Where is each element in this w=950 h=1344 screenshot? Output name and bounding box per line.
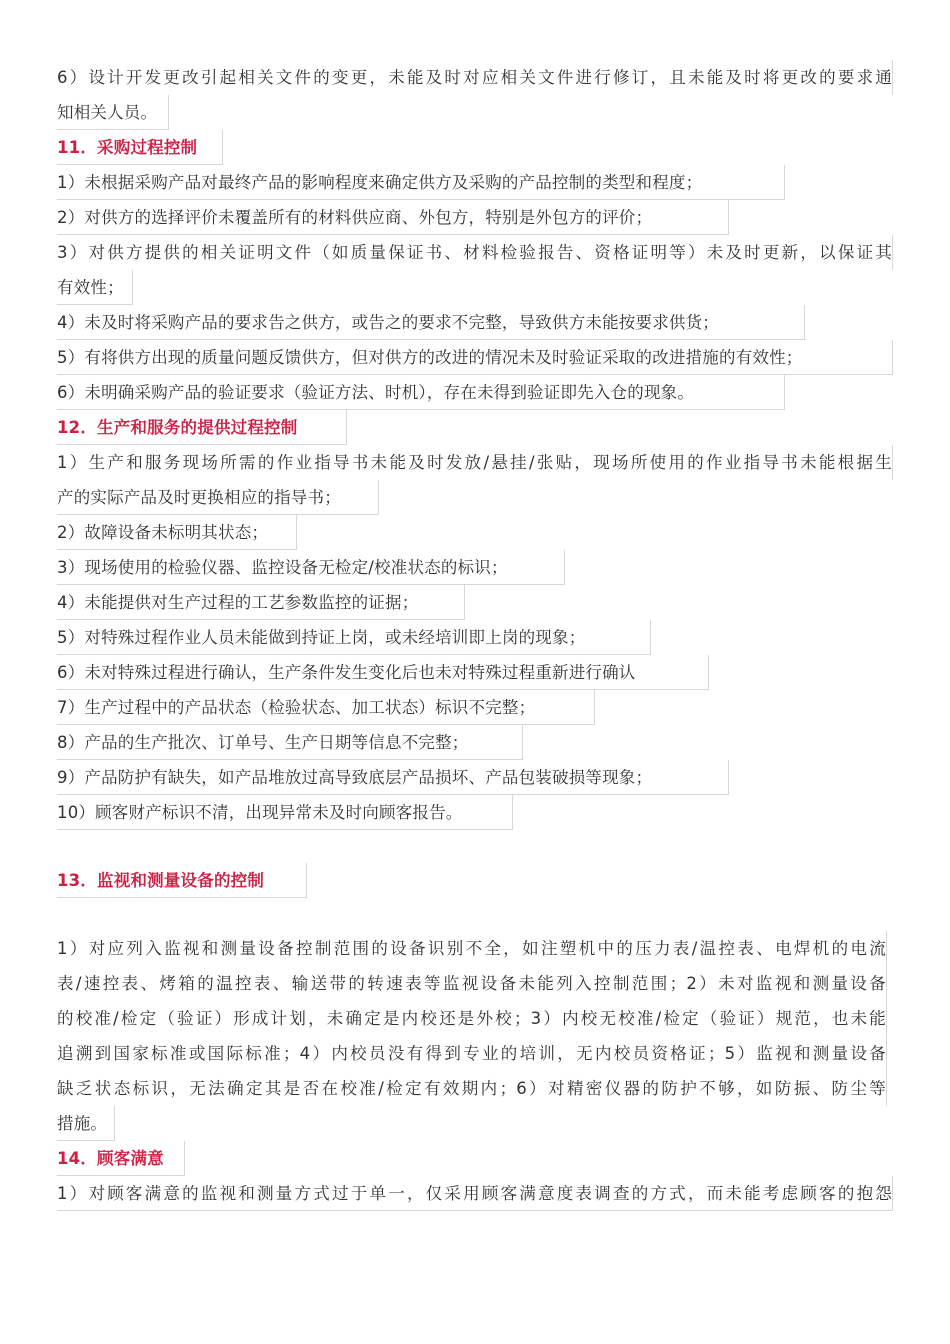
text-line: 2）故障设备未标明其状态； <box>57 515 297 550</box>
text-line: 5）有将供方出现的质量问题反馈供方，但对供方的改进的情况未及时验证采取的改进措施的有效性； <box>57 340 893 375</box>
text-line: 8）产品的生产批次、订单号、生产日期等信息不完整； <box>57 725 523 760</box>
section-heading-14: 14．顾客满意 <box>57 1141 185 1176</box>
section-heading-13: 13．监视和测量设备的控制 <box>57 863 307 898</box>
text-line: 1）对顾客满意的监视和测量方式过于单一，仅采用顾客满意度表调查的方式，而未能考虑顾客的抱怨 <box>57 1176 893 1211</box>
text-line: 1）未根据采购产品对最终产品的影响程度来确定供方及采购的产品控制的类型和程度； <box>57 165 785 200</box>
text-line: 知相关人员。 <box>57 95 169 130</box>
text-line: 6）未明确采购产品的验证要求（验证方法、时机），存在未得到验证即先入仓的现象。 <box>57 375 785 410</box>
text-line: 缺乏状态标识，无法确定其是否在校准/检定有效期内；6）对精密仪器的防护不够，如防振、防尘等 <box>57 1071 887 1106</box>
text-line: 3）现场使用的检验仪器、监控设备无检定/校准状态的标识； <box>57 550 565 585</box>
text-line: 产的实际产品及时更换相应的指导书； <box>57 480 379 515</box>
section-heading-11: 11．采购过程控制 <box>57 130 223 165</box>
text-line: 4）未能提供对生产过程的工艺参数监控的证据； <box>57 585 465 620</box>
text-line: 6）未对特殊过程进行确认，生产条件发生变化后也未对特殊过程重新进行确认 <box>57 655 709 690</box>
text-line: 4）未及时将采购产品的要求告之供方，或告之的要求不完整，导致供方未能按要求供货； <box>57 305 805 340</box>
document-body <box>57 60 897 1211</box>
text-line: 9）产品防护有缺失，如产品堆放过高导致底层产品损坏、产品包装破损等现象； <box>57 760 729 795</box>
section-heading-12: 12．生产和服务的提供过程控制 <box>57 410 347 445</box>
text-line: 1）生产和服务现场所需的作业指导书未能及时发放/悬挂/张贴，现场所使用的作业指导书未能根据生 <box>57 445 893 480</box>
text-line: 表/速控表、烤箱的温控表、输送带的转速表等监视设备未能列入控制范围；2）未对监视和测量设备 <box>57 966 887 1001</box>
text-line: 1）对应列入监视和测量设备控制范围的设备识别不全，如注塑机中的压力表/温控表、电焊机的电流 <box>57 931 887 966</box>
text-line: 3）对供方提供的相关证明文件（如质量保证书、材料检验报告、资格证明等）未及时更新，以保证其 <box>57 235 893 270</box>
text-line: 7）生产过程中的产品状态（检验状态、加工状态）标识不完整； <box>57 690 595 725</box>
text-line: 10）顾客财产标识不清，出现异常未及时向顾客报告。 <box>57 795 513 830</box>
text-line: 有效性； <box>57 270 133 305</box>
text-line: 6）设计开发更改引起相关文件的变更，未能及时对应相关文件进行修订，且未能及时将更改的要求通 <box>57 60 893 95</box>
text-line: 的校准/检定（验证）形成计划，未确定是内校还是外校；3）内校无校准/检定（验证）规范，也未能 <box>57 1001 887 1036</box>
text-line: 2）对供方的选择评价未覆盖所有的材料供应商、外包方，特别是外包方的评价； <box>57 200 729 235</box>
text-line: 追溯到国家标准或国际标准；4）内校员没有得到专业的培训，无内校员资格证；5）监视和测量设备 <box>57 1036 887 1071</box>
text-line: 5）对特殊过程作业人员未能做到持证上岗，或未经培训即上岗的现象； <box>57 620 651 655</box>
text-line: 措施。 <box>57 1106 115 1141</box>
